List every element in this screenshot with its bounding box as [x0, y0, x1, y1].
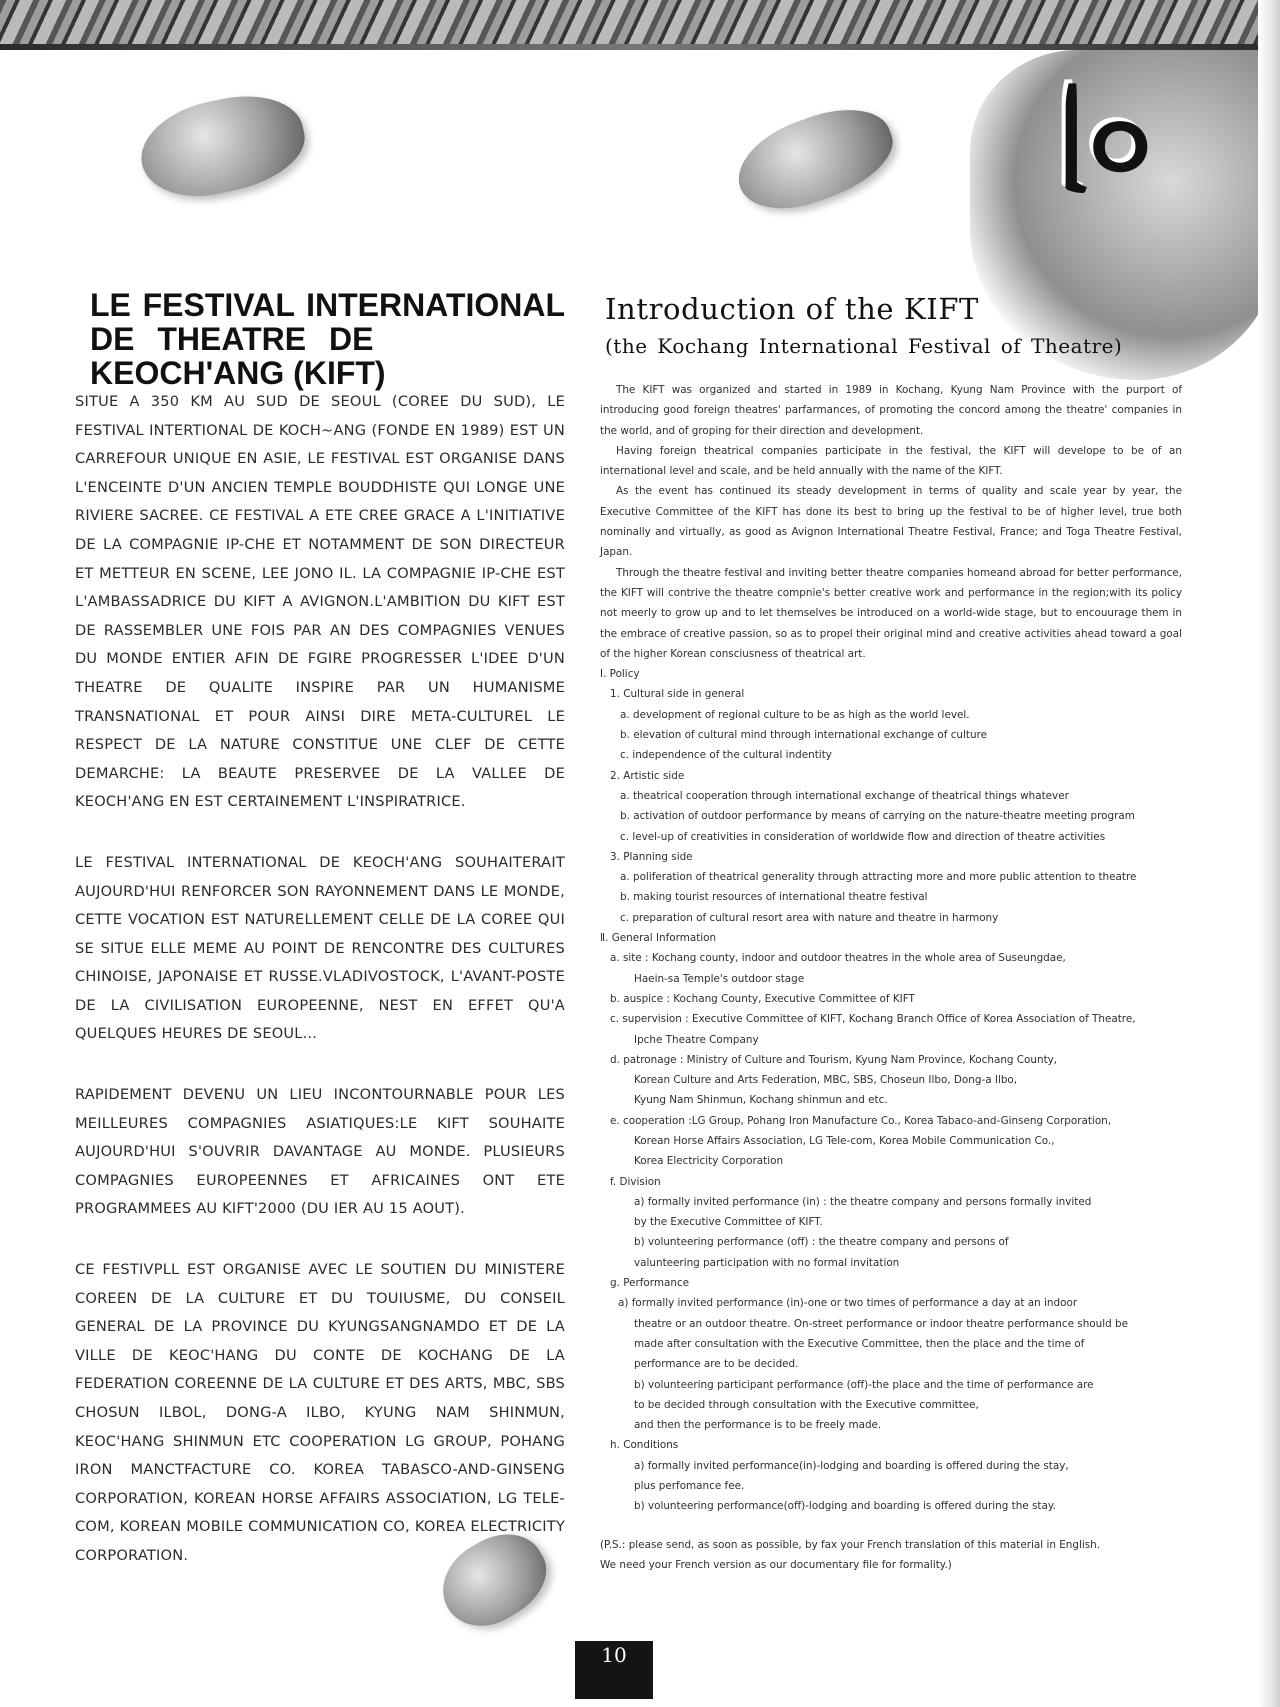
outline-item: b. elevation of cultural mind through international exchange of culture: [620, 729, 987, 742]
decorative-stone-center: [726, 93, 904, 225]
outline-item: b) volunteering performance (off) : the theatre company and persons of: [634, 1236, 1009, 1249]
french-paragraph-2: LE FESTIVAL INTERNATIONAL DE KEOCH'ANG SOUHAITERAIT AUJOURD'HUI RENFORCER SON RAYONNEMENT DANS LE MONDE, CETTE VOCATION EST NATURELLEMENT CELLE DE LA COREE QUI SE SITUE ELLE MEME AU POINT DE RENCONTRE DES CULTURES CHINOISE, JAPONAISE ET RUSSE.VLADIVOSTOCK, L'AVANT-POSTE DE LA CIVILISATION EUROPEENNE, NEST EN EFFET QU'A QUELQUES HEURES DE SEOUL...: [75, 853, 565, 1043]
intro-paragraph-4: Through the theatre festival and inviting better theatre companies homeand abroad for better performance, the KIFT will contrive the theatre compnie's better creative work and performance in the region;with its policy not meerly to grow up and to let themselves be introduced on a world-wide stage, but to encouurage them in the embrace of creative passion, so as to propel their original mind and creative activities ahead toward a goal of the higher Korean consciusness of theatrical art.: [600, 566, 1182, 660]
french-paragraph-1: SITUE A 350 KM AU SUD DE SEOUL (COREE DU SUD), LE FESTIVAL INTERTIONAL DE KOCH~ANG (FONDE EN 1989) EST UN CARREFOUR UNIQUE EN ASIE, LE FESTIVAL EST ORGANISE DANS L'ENCEINTE D'UN ANCIEN TEMPLE BOUDDHISTE QUI LONGE UNE RIVIERE SACREE. CE FESTIVAL A ETE CREE GRACE A L'INITIATIVE DE LA COMPAGNIE IP-CHE ET NOTAMMENT DE SON DIRECTEUR ET METTEUR EN SCENE, LEE JONO IL. LA COMPAGNIE IP-CHE EST L'AMBASSADRICE DU KIFT A AVIGNON.L'AMBITION DU KIFT EST DE RASSEMBLER UNE FOIS PAR AN DES COMPAGNIES VENUES DU MONDE ENTIER AFIN DE FGIRE PROGRESSER L'IDEE D'UN THEATRE DE QUALITE INSPIRE PAR UN HUMANISME TRANSNATIONAL ET POUR AINSI DIRE META-CULTUREL LE RESPECT DE LA NATURE CONSTITUE UNE CLEF DE CETTE DEMARCHE: LA BEAUTE PRESERVEE DE LA VALLEE DE KEOCH'ANG EN EST CERTAINEMENT L'INSPIRATRICE.: [75, 393, 565, 811]
outline-item: a) formally invited performance(in)-lodging and boarding is offered during the stay,: [634, 1459, 1069, 1472]
decorative-stone-left: [132, 84, 313, 208]
outline-item: Korea Electricity Corporation: [634, 1155, 784, 1168]
outline-item: c. preparation of cultural resort area with nature and theatre in harmony: [620, 911, 999, 924]
outline-item: by the Executive Committee of KIFT.: [634, 1216, 823, 1229]
outline-item: made after consultation with the Executive Committee, then the place and the time of: [634, 1337, 1085, 1350]
outline-item: 2. Artistic side: [610, 769, 685, 782]
outline-item: Haein-sa Temple's outdoor stage: [634, 972, 805, 985]
french-title: [90, 288, 565, 390]
postscript-line-1: (P.S.: please send, as soon as possible, by fax your French translation of this material in English.: [600, 1538, 1101, 1551]
outline-item: valunteering participation with no formal invitation: [634, 1256, 900, 1269]
outline-item: Kyung Nam Shinmun, Kochang shinmun and etc.: [634, 1094, 888, 1107]
outline-item: to be decided through consultation with the Executive committee,: [634, 1398, 979, 1411]
page-number: 10: [575, 1641, 653, 1699]
outline-item: b. making tourist resources of international theatre festival: [620, 891, 928, 904]
outline-item: 3. Planning side: [610, 850, 693, 863]
outline-item: c. level-up of creativities in consideration of worldwide flow and direction of theatre activities: [620, 830, 1106, 843]
outline-item: 1. Cultural side in general: [610, 688, 745, 701]
french-body: [75, 388, 565, 1603]
outline-item: b. activation of outdoor performance by means of carrying on the nature-theatre meeting program: [620, 810, 1135, 823]
outline-item: c. independence of the cultural indentity: [620, 749, 832, 762]
english-body: [600, 380, 1182, 1575]
outline-item: Korean Culture and Arts Federation, MBC, SBS, Choseun Ilbo, Dong-a Ilbo,: [634, 1074, 1018, 1087]
outline-item: Ⅰ. Policy: [600, 668, 640, 681]
outline-item: d. patronage : Ministry of Culture and Tourism, Kyung Nam Province, Kochang County,: [610, 1053, 1058, 1066]
outline-item: h. Conditions: [610, 1439, 679, 1452]
outline-item: a. site : Kochang county, indoor and outdoor theatres in the whole area of Suseungdae,: [610, 952, 1066, 965]
postscript-note: [600, 1535, 1182, 1575]
outline-item: plus perfomance fee.: [634, 1480, 745, 1493]
korean-glyph: 이: [1050, 71, 1157, 199]
intro-paragraph-2: Having foreign theatrical companies participate in the festival, the KIFT will develope to be of an international level and scale, and be held annually with the name of the KIFT.: [600, 444, 1182, 478]
outline-item: Korean Horse Affairs Association, LG Tele-com, Korea Mobile Communication Co.,: [634, 1134, 1055, 1147]
english-title: Introduction of the KIFT: [605, 292, 979, 326]
outline-item: a. development of regional culture to be as high as the world level.: [620, 708, 970, 721]
french-title-line-2: DE THEATRE DE: [90, 321, 374, 357]
outline-item: c. supervision : Executive Committee of KIFT, Kochang Branch Office of Korea Association of Theatre,: [610, 1013, 1136, 1026]
french-title-line-1: LE FESTIVAL INTERNATIONAL: [90, 287, 565, 323]
outline-item: a) formally invited performance (in)-one or two times of performance a day at an indoor: [618, 1297, 1078, 1310]
outline-item: b) volunteering performance(off)-lodging and boarding is offered during the stay.: [634, 1500, 1056, 1513]
policy-outline: [600, 664, 1182, 1516]
outline-item: a. poliferation of theatrical generality through attracting more and more public attention to theatre: [620, 871, 1137, 884]
decorative-mural-banner: [0, 0, 1280, 50]
page-edge-shadow: [1258, 0, 1280, 1707]
english-subtitle: (the Kochang International Festival of Theatre): [605, 334, 1123, 358]
outline-item: Ipche Theatre Company: [634, 1033, 759, 1046]
intro-paragraph-3: As the event has continued its steady development in terms of quality and scale year by year, the Executive Committee of the KIFT has done its best to bring up the festival to be of higher level, true both nominally and virtually, as good as Avignon International Theatre Festival, France; and Toga Theatre Festival, Japan.: [600, 485, 1182, 559]
french-paragraph-4: CE FESTIVPLL EST ORGANISE AVEC LE SOUTIEN DU MINISTERE COREEN DE LA CULTURE ET DU TOUIUSME, DU CONSEIL GENERAL DE LA PROVINCE DU KYUNGSANGNAMDO ET DE LA VILLE DE KEOC'HANG DU CONTE DE KOCHANG DE LA FEDERATION COREENNE DE LA CULTURE ET DES ARTS, MBC, SBS CHOSUN ILBOL, DONG-A ILBO, KYUNG NAM SHINMUN, KEOC'HANG SHINMUN ETC COOPERATION LG GROUP, POHANG IRON MANCTFACTURE CO. KOREA TABASCO-AND-GINSENG CORPORATION, KOREAN HORSE AFFAIRS ASSOCIATION, LG TELE-COM, KOREAN MOBILE COMMUNICATION CO, KOREA ELECTRICITY CORPORATION.: [75, 1261, 565, 1564]
outline-item: g. Performance: [610, 1277, 690, 1290]
outline-item: b) volunteering participant performance (off)-the place and the time of performance are: [634, 1378, 1094, 1391]
outline-item: a. theatrical cooperation through international exchange of theatrical things whatever: [620, 789, 1069, 802]
outline-item: e. cooperation :LG Group, Pohang Iron Manufacture Co., Korea Tabaco-and-Ginseng Corporation,: [610, 1114, 1112, 1127]
french-paragraph-3: RAPIDEMENT DEVENU UN LIEU INCONTOURNABLE POUR LES MEILLEURES COMPAGNIES ASIATIQUES:LE KIFT SOUHAITE AUJOURD'HUI S'OUVRIR DAVANTAGE AU MONDE. PLUSIEURS COMPAGNIES EUROPEENNES ET AFRICAINES ONT ETE PROGRAMMEES AU KIFT'2000 (DU IER AU 15 AOUT).: [75, 1086, 565, 1218]
outline-item: performance are to be decided.: [634, 1358, 799, 1371]
intro-paragraph-1: The KIFT was organized and started in 1989 in Kochang, Kyung Nam Province with the purport of introducing good foreign theatres' parfarmances, of promoting the concord among the theatre' companies in the world, and of groping for their direction and development.: [600, 384, 1182, 437]
outline-item: Ⅱ. General Information: [600, 932, 717, 945]
outline-item: b. auspice : Kochang County, Executive Committee of KIFT: [610, 992, 915, 1005]
french-title-line-3: KEOCH'ANG (KIFT): [90, 355, 386, 391]
outline-item: f. Division: [610, 1175, 661, 1188]
outline-item: and then the performance is to be freely made.: [634, 1419, 882, 1432]
outline-item: a) formally invited performance (in) : the theatre company and persons formally invited: [634, 1195, 1092, 1208]
postscript-line-2: We need your French version as our documentary file for formality.): [600, 1558, 952, 1571]
outline-item: theatre or an outdoor theatre. On-street performance or indoor theatre performance should be: [634, 1317, 1128, 1330]
